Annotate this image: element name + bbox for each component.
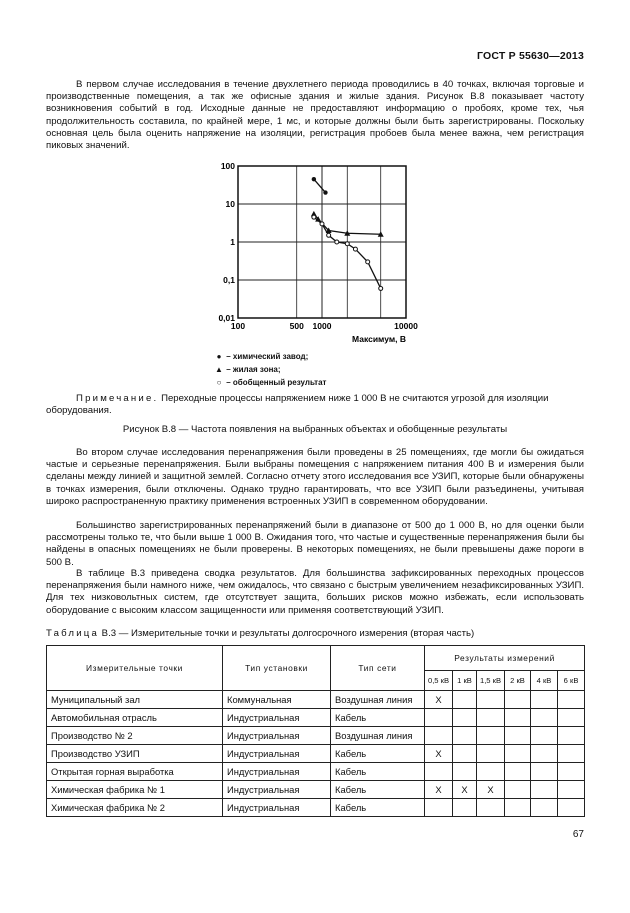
cell-result: [531, 781, 558, 799]
cell-result: [425, 799, 453, 817]
dot-marker-icon: ●: [216, 352, 222, 361]
cell-point: Производство УЗИП: [47, 745, 223, 763]
cell-result: [453, 691, 477, 709]
data-point: [312, 177, 316, 181]
table-caption: [46, 628, 474, 639]
x-tick-label: 1000: [312, 321, 332, 331]
cell-result: [505, 727, 531, 745]
cell-result: [453, 745, 477, 763]
figure-caption: Рисунок В.8 — Частота появления на выбранных объектах и обобщенные результаты: [122, 424, 508, 435]
cell-install: Индустриальная: [223, 781, 331, 799]
cell-network: Кабель: [331, 709, 425, 727]
x-tick-label: 100: [230, 321, 246, 331]
cell-result: [531, 727, 558, 745]
cell-result: [505, 781, 531, 799]
cell-result: [425, 763, 453, 781]
cell-network: Воздушная линия: [331, 691, 425, 709]
cell-result: X: [425, 781, 453, 799]
cell-install: Индустриальная: [223, 727, 331, 745]
cell-result: [425, 709, 453, 727]
cell-result: [505, 763, 531, 781]
cell-install: Индустриальная: [223, 799, 331, 817]
legend-item-residential: ▲ – жилая зона;: [215, 365, 281, 374]
cell-result: [531, 691, 558, 709]
note-label: Примечание.: [76, 393, 159, 404]
cell-result: [477, 691, 505, 709]
data-point: [327, 233, 331, 237]
header-install: Тип установки: [223, 646, 331, 691]
data-point: [379, 286, 383, 290]
cell-network: Кабель: [331, 781, 425, 799]
chart-legend: [214, 350, 326, 389]
cell-point: Автомобильная отрасль: [47, 709, 223, 727]
figure-note: [46, 393, 584, 417]
header-range: 0,5 кВ: [425, 670, 453, 690]
cell-result: [505, 745, 531, 763]
cell-result: [453, 727, 477, 745]
cell-result: [505, 709, 531, 727]
cell-result: X: [477, 781, 505, 799]
note-text: Переходные процессы напряжением ниже 1 000 В не считаются угрозой для изоляции оборудования.: [46, 393, 549, 417]
standard-header: ГОСТ Р 55630—2013: [476, 50, 584, 62]
cell-result: [453, 763, 477, 781]
data-point: [312, 215, 316, 219]
legend-item-chemical: ● – химический завод;: [214, 350, 326, 363]
cell-point: Химическая фабрика № 1: [47, 781, 223, 799]
x-axis-label: Максимум, В: [352, 334, 406, 344]
table-row: [47, 745, 585, 763]
header-range: 6 кВ: [558, 670, 585, 690]
header-network: Тип сети: [331, 646, 425, 691]
x-tick-label: 10000: [394, 321, 418, 331]
header-range: 4 кВ: [531, 670, 558, 690]
cell-result: [477, 763, 505, 781]
cell-network: Кабель: [331, 745, 425, 763]
cell-result: [477, 727, 505, 745]
intro-paragraph: В первом случае исследования в течение двухлетнего периода проводились в 40 точках, включая торговые и производственные помещения, а так же офисные здания и жилые здания. Рисунок В.8 показывает частоту возникновения событий в год. Исходные данные не предоставляют информацию о пробоях, кроме тех, чья продолжительность составила, по крайней мере, 1 мс, и которые должны были быть зарегистрированы. Поскольку основная цель была оценить напряжение на изоляции, регистрация пробоев была менее важна, чем регистрация пиковых значений.: [46, 79, 584, 152]
cell-result: [531, 709, 558, 727]
x-tick-label: 500: [289, 321, 304, 331]
cell-result: [558, 709, 585, 727]
cell-point: Производство № 2: [47, 727, 223, 745]
y-tick-label: 0,01: [218, 313, 235, 323]
cell-result: [558, 781, 585, 799]
cell-result: [453, 799, 477, 817]
circle-marker-icon: ○: [216, 378, 222, 387]
triangle-marker-icon: ▲: [215, 365, 223, 374]
cell-network: Воздушная линия: [331, 727, 425, 745]
table-row: [47, 691, 585, 709]
cell-result: [477, 799, 505, 817]
data-point: [335, 240, 339, 244]
page-number: 67: [572, 829, 584, 840]
data-point: [323, 190, 327, 194]
cell-install: Индустриальная: [223, 763, 331, 781]
legend-item-generalized: ○ – обобщенный результат: [214, 376, 326, 389]
header-results: Результаты измерений: [425, 646, 585, 671]
cell-network: Кабель: [331, 799, 425, 817]
cell-result: [531, 763, 558, 781]
cell-result: [558, 763, 585, 781]
data-point: [320, 222, 324, 226]
y-tick-label: 0,1: [223, 275, 235, 285]
cell-result: [453, 709, 477, 727]
header-range: 1,5 кВ: [477, 670, 505, 690]
cell-install: Индустриальная: [223, 709, 331, 727]
cell-point: Открытая горная выработка: [47, 763, 223, 781]
table-row: [47, 799, 585, 817]
cell-result: [425, 727, 453, 745]
data-point: [366, 260, 370, 264]
cell-result: [531, 745, 558, 763]
cell-result: [505, 691, 531, 709]
header-range: 1 кВ: [453, 670, 477, 690]
table-caption-text: В.3 — Измерительные точки и результаты долгосрочного измерения (вторая часть): [99, 628, 475, 639]
measurement-table: [46, 645, 585, 817]
cell-result: [558, 691, 585, 709]
header-point: Измерительные точки: [47, 646, 223, 691]
cell-result: [558, 745, 585, 763]
table-row: [47, 727, 585, 745]
cell-result: X: [425, 691, 453, 709]
table-caption-label: Таблица: [46, 628, 100, 639]
cell-point: Муниципальный зал: [47, 691, 223, 709]
cell-result: [477, 709, 505, 727]
cell-result: [477, 745, 505, 763]
y-tick-label: 1: [230, 237, 235, 247]
table-row: [47, 763, 585, 781]
header-range: 2 кВ: [505, 670, 531, 690]
table-row: [47, 709, 585, 727]
data-point: [353, 247, 357, 251]
body-paragraph-3: В таблице В.3 приведена сводка результатов. Для большинства зафиксированных переходных процессов перенапряжения были намного ниже, чем ожидалось, что связано с быстрым увеличением незафиксированных УЗИП. Для тех низковольтных систем, где отсутствует защита, больших рисков можно избежать, если использовать оборудование с высоким классом защищенности или применяя соответствующий УЗИП.: [46, 568, 584, 616]
cell-result: [505, 799, 531, 817]
cell-result: X: [425, 745, 453, 763]
series-line: [314, 179, 326, 192]
cell-install: Индустриальная: [223, 745, 331, 763]
cell-result: X: [453, 781, 477, 799]
cell-result: [531, 799, 558, 817]
cell-result: [558, 727, 585, 745]
y-tick-label: 10: [225, 199, 235, 209]
table-row: [47, 781, 585, 799]
cell-point: Химическая фабрика № 2: [47, 799, 223, 817]
cell-install: Коммунальная: [223, 691, 331, 709]
cell-result: [558, 799, 585, 817]
body-paragraph-1: Во втором случае исследования перенапряжения были проведены в 25 помещениях, где могли бы ожидаться частые и серьезные перенапряжения. Были выбраны помещения с напряжением питания 400 В и измерения были сделаны между линией и защитной землей. Согласно отчету этого исследования все УЗИП, которые были обнаружены в точках измерения, были отключены. Однако трудно гарантировать, что все УЗИП были разъединены, учитывая широко распространенную практику применения встроенных УЗИП в современном оборудовании.: [46, 447, 584, 507]
table-body: [47, 691, 585, 817]
body-paragraph-2: Большинство зарегистрированных перенапряжений были в диапазоне от 500 до 1 000 В, но для оценки были рассмотрены только те, что были выше 1 000 В. Ожидания того, что частые и существенные перенапряжения были бы найдены в опасных помещениях не были проверены. В некоторых помещениях, не были превышены даже пороги в 500 В.: [46, 520, 584, 568]
y-tick-label: 100: [220, 161, 235, 171]
data-point: [345, 242, 349, 246]
cell-network: Кабель: [331, 763, 425, 781]
